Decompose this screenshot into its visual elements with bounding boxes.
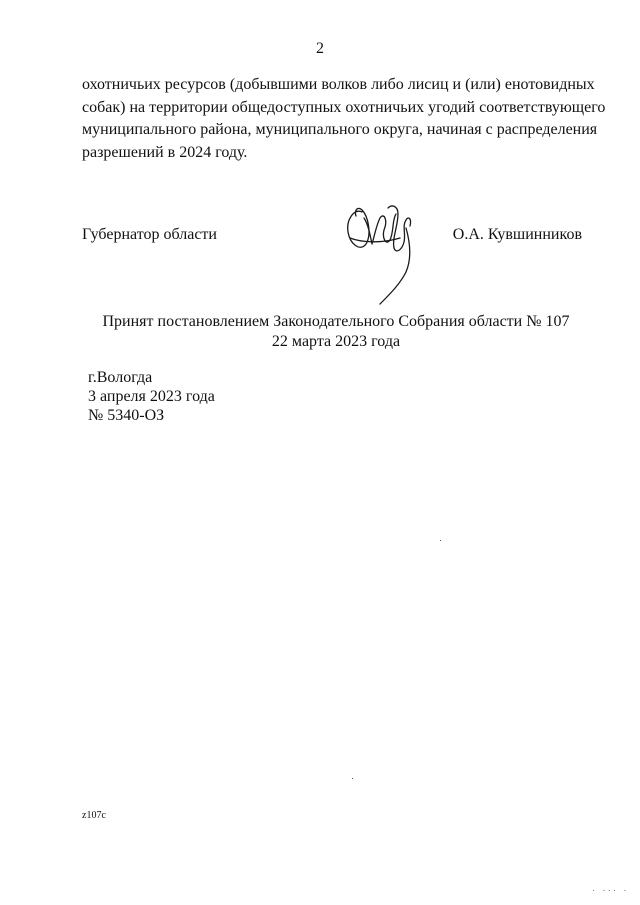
- adoption-date: 22 марта 2023 года: [271, 333, 401, 350]
- scan-speck: [440, 540, 441, 541]
- body-line: разрешений в 2024 году.: [82, 143, 248, 161]
- signature-row: [82, 226, 582, 250]
- handwritten-signature: [340, 198, 420, 310]
- law-number: № 5340-ОЗ: [88, 407, 165, 424]
- adoption-note: [0, 312, 640, 352]
- body-line: муниципального района, муниципального округа, начиная с распределения: [82, 121, 598, 138]
- governor-name: О.А. Кувшинников: [452, 226, 582, 243]
- body-line: собак) на территории общедоступных охотничьих угодий соответствующего: [82, 98, 606, 116]
- scan-speck: [352, 778, 353, 779]
- city: г.Вологда: [88, 369, 153, 386]
- body-paragraph: [82, 74, 606, 164]
- adoption-line: Принят постановлением Законодательного Собрания области № 107: [102, 313, 570, 330]
- body-line: охотничьих ресурсов (добывшими волков либо лисиц и (или) енотовидных: [82, 76, 595, 93]
- governor-title: Губернатор области: [82, 226, 217, 243]
- document-meta: [88, 368, 215, 425]
- document-code: z107c: [82, 810, 106, 821]
- law-date: 3 апреля 2023 года: [88, 388, 215, 405]
- page-number: 2: [316, 40, 324, 57]
- scan-marks: · ··· ·: [591, 887, 628, 895]
